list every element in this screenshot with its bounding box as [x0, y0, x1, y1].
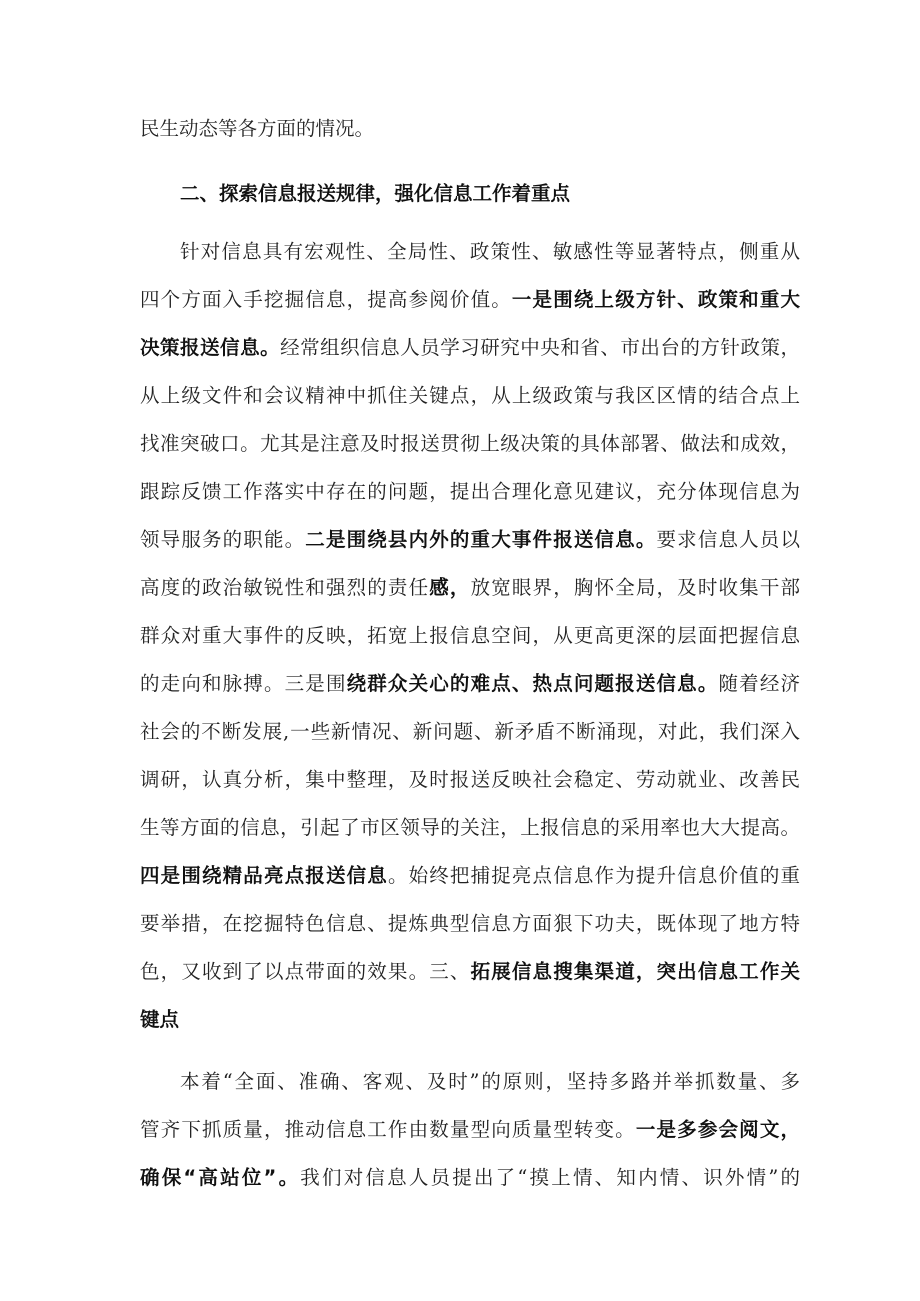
bold-phrase: 决策报送信息。 [140, 336, 281, 359]
text-segment: 社会的不断发展,一些新情况、新问题、新矛盾不断涌现，对此，我们深入 [140, 720, 800, 743]
text-line [140, 477, 800, 507]
text-segment: 跟踪反馈工作落实中存在的问题，提出合理化意见建议，充分体现信息为 [140, 480, 800, 503]
bold-phrase: 确保“高站位”。 [140, 1166, 301, 1189]
bold-phrase: 二是围绕县内外的重大事件报送信息。 [305, 528, 657, 551]
text-line [140, 573, 800, 603]
text-segment: 要举措，在挖掘特色信息、提炼典型信息方面狠下功夫，既体现了地方特 [140, 912, 800, 935]
text-line [140, 381, 800, 411]
text-line [140, 765, 800, 795]
bold-phrase: 键点 [140, 1008, 180, 1031]
bold-phrase: 绕群众关心的难点、热点问题报送信息。 [346, 672, 719, 695]
bold-phrase: 一是多参会阅文， [635, 1118, 800, 1141]
text-segment: 调研，认真分析，集中整理，及时报送反映社会稳定、劳动就业、改善民 [140, 768, 800, 791]
text-line [180, 237, 800, 267]
text-segment: 生等方面的信息，引起了市区领导的关注，上报信息的采用率也大大提高。 [140, 816, 800, 839]
heading-text: 二、探索信息报送规律，强化信息工作着重点 [180, 182, 571, 205]
text-line [180, 1067, 800, 1097]
text-segment: 要求信息人员以 [656, 528, 800, 551]
text-segment: 针对信息具有宏观性、全局性、政策性、敏感性等显著特点，侧重从 [180, 240, 800, 263]
text-segment: 领导服务的职能。 [140, 528, 306, 551]
bold-phrase: 四是围绕精品亮点报送信息 [140, 864, 388, 887]
text-line [140, 957, 800, 987]
bold-phrase: 拓展信息搜集渠道，突出信息工作关 [470, 960, 800, 983]
text-segment: 高度的政治敏锐性和强烈的责任 [140, 576, 430, 599]
text-line [140, 669, 800, 699]
text-segment: 的走向和脉搏。三是围 [140, 672, 347, 695]
text-segment: 。始终把捕捉亮点信息作为提升信息价值的重 [387, 864, 800, 887]
section-heading [180, 179, 800, 209]
text-line [140, 621, 800, 651]
text-segment: 管齐下抓质量，推动信息工作由数量型向质量型转变。 [140, 1118, 636, 1141]
text-segment: 本着“全面、准确、客观、及时”的原则，坚持多路并举抓数量、多 [180, 1070, 800, 1093]
text-line [140, 525, 800, 555]
text-segment: 找准突破口。尤其是注意及时报送贯彻上级决策的具体部署、做法和成效， [140, 432, 800, 455]
text-segment: 色，又收到了以点带面的效果。三、 [140, 960, 471, 983]
text-segment: 四个方面入手挖掘信息，提高参阅价值。 [140, 288, 512, 311]
text-segment: 群众对重大事件的反映，拓宽上报信息空间，从更高更深的层面把握信息 [140, 624, 800, 647]
text-line [140, 1115, 800, 1145]
text-segment: 放宽眼界，胸怀全局，及时收集干部 [470, 576, 800, 599]
text-line [140, 333, 800, 363]
text-segment: 从上级文件和会议精神中抓住关键点，从上级政策与我区区情的结合点上 [140, 384, 800, 407]
text-line [140, 909, 800, 939]
text-segment: 经常组织信息人员学习研究中央和省、市出台的方针政策， [280, 336, 800, 359]
bold-phrase: 一是围绕上级方针、政策和重大 [511, 288, 800, 311]
text-line [140, 717, 800, 747]
text-segment: 随着经济 [718, 672, 800, 695]
bold-phrase: 感， [429, 576, 471, 599]
text-line [140, 861, 800, 891]
text-line [140, 429, 800, 459]
text-line [140, 114, 800, 144]
text-line [140, 1163, 800, 1193]
text-line [140, 813, 800, 843]
text-line [140, 285, 800, 315]
text-line [140, 1005, 800, 1035]
text-segment: 我们对信息人员提出了“摸上情、知内情、识外情”的 [300, 1166, 800, 1189]
text-segment: 民生动态等各方面的情况。 [140, 117, 375, 140]
